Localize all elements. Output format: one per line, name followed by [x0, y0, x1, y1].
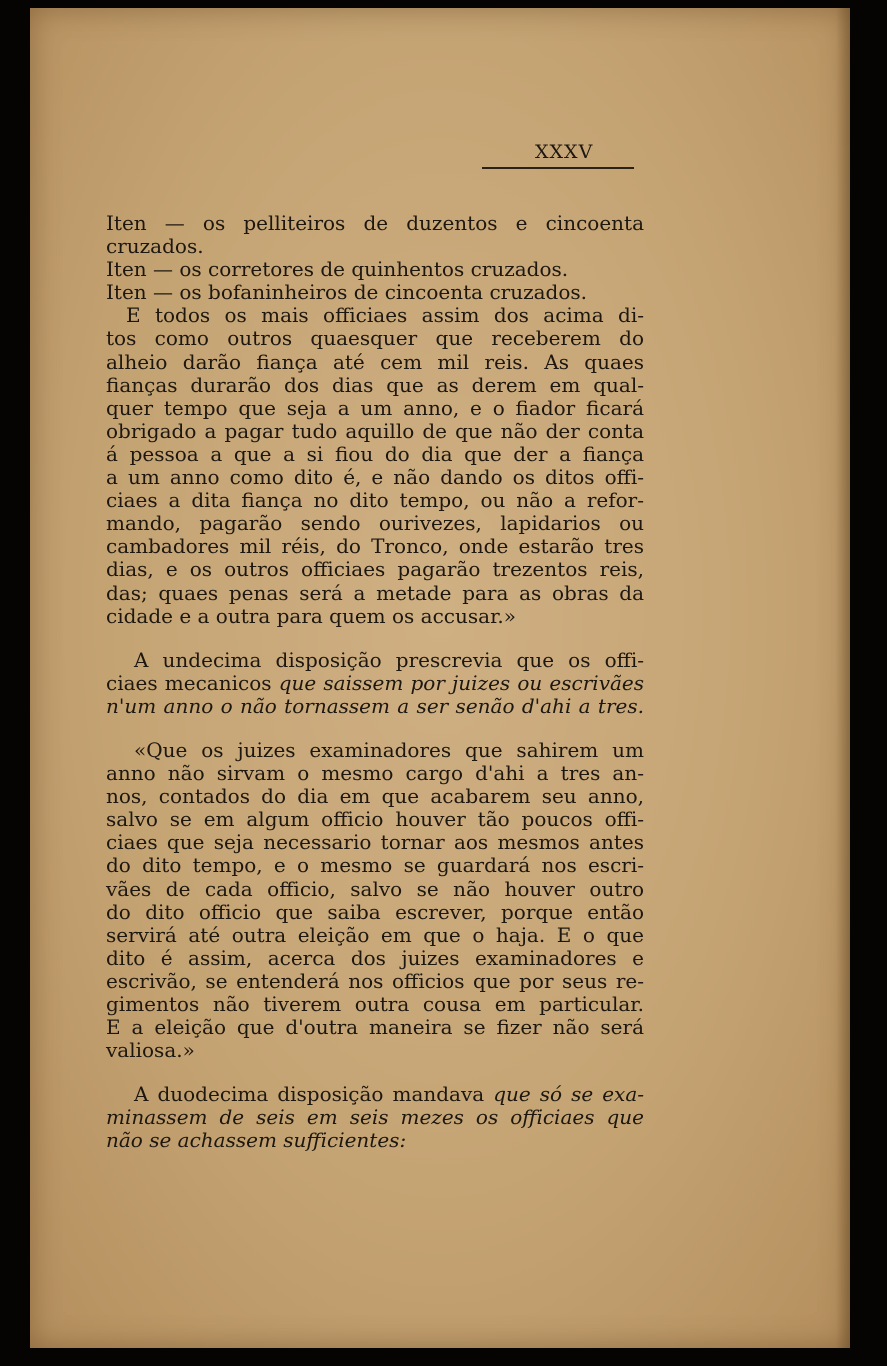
text-line: alheio darão fiança até cem mil reis. As quaes: [106, 349, 644, 374]
text-line: dias, e os outros officiaes pagarão trezentos reis,: [106, 557, 644, 582]
text-line: Iten — os pelliteiros de duzentos e cincoenta: [106, 211, 644, 235]
text-line: vães de cada officio, salvo se não houver outro: [106, 876, 644, 901]
text-line: do dito officio que saiba escrever, porque então: [106, 899, 644, 924]
text-line: escrivão, se entenderá nos officios que por seus re-: [106, 968, 644, 993]
italic-run: que saissem por juizes ou escrivães: [278, 670, 645, 695]
paragraph-gap: [106, 718, 644, 739]
text-line-mixed: [106, 672, 644, 695]
text-line: n'um anno o não tornassem a ser senão d'ahi a tres.: [106, 693, 644, 718]
text-line: ciaes a dita fiança no dito tempo, ou não a refor-: [106, 488, 644, 513]
text-line: E a eleição que d'outra maneira se fizer não será: [106, 1015, 644, 1040]
text-run: ciaes mecanicos: [106, 670, 272, 695]
text-line: nos, contados do dia em que acabarem seu anno,: [106, 784, 644, 809]
paragraph-gap: [106, 1062, 644, 1083]
header-rule: [482, 167, 634, 169]
text-line: cidade e a outra para quem os accusar.»: [106, 603, 517, 628]
paragraph-gap: [106, 628, 644, 649]
text-line: dito é assim, acerca dos juizes examinadores e: [106, 945, 644, 970]
text-line: servirá até outra eleição em que o haja. E o que: [106, 922, 644, 947]
text-line: valiosa.»: [106, 1038, 195, 1063]
text-line: salvo se em algum officio houver tão poucos offi-: [106, 807, 644, 832]
text-line: E todos os mais officiaes assim dos acima di-: [126, 303, 644, 328]
text-line: Iten — os corretores de quinhentos cruzados.: [106, 257, 569, 282]
text-line: á pessoa a que a si fiou do dia que der a fiança: [106, 441, 644, 466]
body-text: [106, 212, 644, 1153]
text-line: gimentos não tiverem outra cousa em particular.: [106, 992, 644, 1016]
book-page: [30, 8, 850, 1348]
text-line: mando, pagarão sendo ourivezes, lapidarios ou: [106, 511, 644, 536]
text-line: a um anno como dito é, e não dando os ditos offi-: [106, 465, 644, 490]
text-line: anno não sirvam o mesmo cargo d'ahi a tres an-: [106, 761, 644, 786]
text-line-mixed: [106, 1083, 644, 1106]
text-line: das; quaes penas será a metade para as obras da: [106, 580, 644, 605]
text-line: Iten — os bofaninheiros de cincoenta cruzados.: [106, 280, 588, 305]
text-run: A duodecima disposição mandava: [134, 1082, 485, 1107]
page-number: XXXV: [535, 141, 594, 163]
text-line: cruzados.: [106, 234, 204, 259]
text-line: tos como outros quaesquer que receberem do: [106, 326, 644, 351]
text-line: fianças durarão dos dias que as derem em qual-: [106, 372, 644, 397]
page-edge-shadow: [836, 8, 850, 1348]
italic-run: que só se exa-: [493, 1082, 645, 1107]
text-line: ciaes que seja necessario tornar aos mesmos antes: [106, 830, 644, 855]
text-line: cambadores mil réis, do Tronco, onde estarão tres: [106, 534, 644, 559]
text-line: minassem de seis em seis mezes os officiaes que: [106, 1105, 644, 1130]
text-line: quer tempo que seja a um anno, e o fiador ficará: [106, 395, 644, 420]
text-line: não se achassem sufficientes:: [106, 1128, 407, 1153]
text-line: «Que os juizes examinadores que sahirem um: [134, 737, 644, 762]
text-line: do dito tempo, e o mesmo se guardará nos escri-: [106, 853, 644, 878]
text-line: obrigado a pagar tudo aquillo de que não der conta: [106, 418, 644, 443]
text-line: A undecima disposição prescrevia que os offi-: [134, 647, 644, 672]
